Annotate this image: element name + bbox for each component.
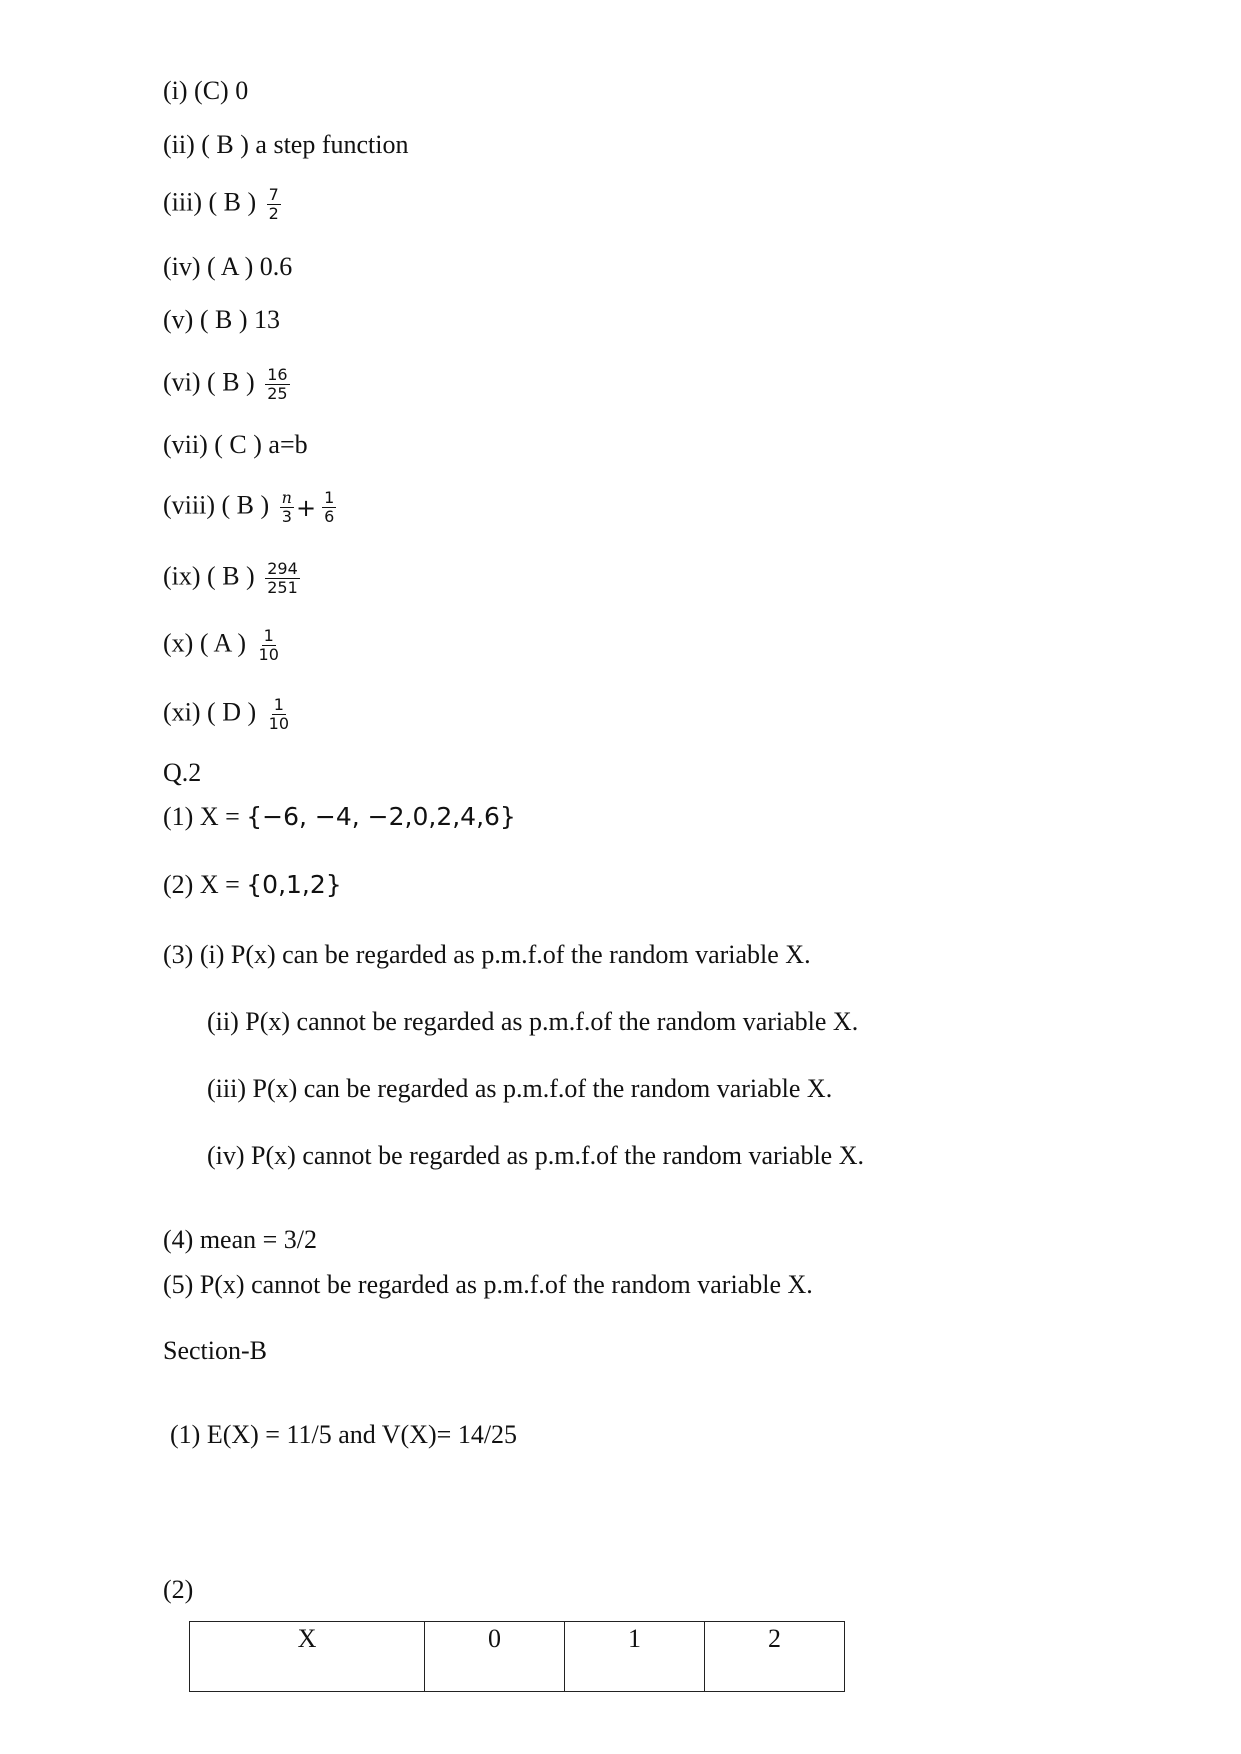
table-header-cell: 0 (425, 1622, 565, 1692)
fraction: $\frac{7}{2}$ (268, 185, 279, 223)
q2-answer-1: (1) X = {−6, −4, −2,0,2,4,6} (163, 802, 516, 831)
table-header-cell: 1 (565, 1622, 705, 1692)
q1-answer-2: (ii) ( B ) a step function (163, 130, 409, 159)
q2-answer-3-ii: (ii) P(x) cannot be regarded as p.m.f.of the random variable X. (207, 1007, 859, 1036)
q1-answer-11: (xi) ( D ) $\frac{1}{10}$ (163, 695, 289, 733)
q2-answer-3-iii: (iii) P(x) can be regarded as p.m.f.of the random variable X. (207, 1074, 833, 1103)
q1-answer-10: (x) ( A ) $\frac{1}{10}$ (163, 626, 279, 664)
distribution-table (189, 1621, 845, 1692)
fraction: $\frac{294}{251}$ (267, 559, 298, 597)
q2-answer-2: (2) X = {0,1,2} (163, 870, 342, 899)
fraction: $\frac{n}{3}$ (281, 488, 292, 526)
q1-answer-1: (i) (C) 0 (163, 76, 249, 105)
fraction: $\frac{1}{6}$ (324, 488, 335, 526)
section-b-answer-1: (1) E(X) = 11/5 and V(X)= 14/25 (170, 1420, 518, 1449)
fraction: $\frac{1}{10}$ (268, 695, 289, 733)
q1-answer-7: (vii) ( C ) a=b (163, 430, 308, 459)
q1-answer-6: (vi) ( B ) $\frac{16}{25}$ (163, 365, 288, 403)
q1-answer-9: (ix) ( B ) $\frac{294}{251}$ (163, 559, 298, 597)
q2-answer-5: (5) P(x) cannot be regarded as p.m.f.of the random variable X. (163, 1270, 813, 1299)
q2-answer-3-i: (3) (i) P(x) can be regarded as p.m.f.of the random variable X. (163, 940, 811, 969)
table-header-cell: X (190, 1622, 425, 1692)
q1-answer-5: (v) ( B ) 13 (163, 305, 280, 334)
section-b-answer-2: (2) (163, 1575, 194, 1604)
q2-answer-3-iv: (iv) P(x) cannot be regarded as p.m.f.of the random variable X. (207, 1141, 864, 1170)
q2-heading: Q.2 (163, 758, 202, 787)
section-b-heading: Section-B (163, 1336, 267, 1365)
q1-answer-3: (iii) ( B ) $\frac{7}{2}$ (163, 185, 279, 223)
q1-answer-4: (iv) ( A ) 0.6 (163, 252, 293, 281)
table-row (190, 1622, 845, 1692)
q2-answer-4: (4) mean = 3/2 (163, 1225, 318, 1254)
fraction: $\frac{1}{10}$ (258, 626, 279, 664)
fraction: $\frac{16}{25}$ (267, 365, 288, 403)
q1-answer-8: (viii) ( B ) $\frac{n}{3}$ + $\frac{1}{6}$ (163, 488, 335, 526)
table-header-cell: 2 (705, 1622, 845, 1692)
